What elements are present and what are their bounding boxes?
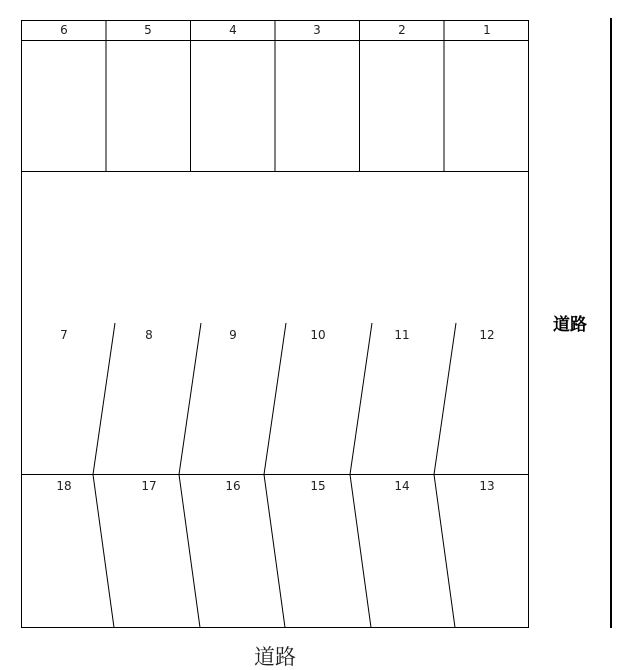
space-label-2: 2	[398, 23, 406, 37]
space-label-5: 5	[144, 23, 152, 37]
middle-divider-2	[179, 323, 201, 475]
space-label-18: 18	[56, 479, 72, 493]
space-label-6: 6	[60, 23, 68, 37]
space-label-16: 16	[225, 479, 241, 493]
space-label-3: 3	[313, 23, 321, 37]
space-label-4: 4	[229, 23, 237, 37]
bottom-divider-3	[264, 475, 285, 628]
space-label-10: 10	[310, 328, 326, 342]
middle-divider-5	[434, 323, 456, 475]
middle-divider-1	[93, 323, 115, 475]
road-bottom-label: 道路	[254, 645, 296, 669]
space-label-8: 8	[145, 328, 153, 342]
space-label-12: 12	[479, 328, 495, 342]
space-label-9: 9	[229, 328, 237, 342]
middle-divider-3	[264, 323, 286, 475]
space-label-11: 11	[394, 328, 410, 342]
bottom-divider-2	[179, 475, 200, 628]
middle-divider-4	[350, 323, 372, 475]
space-label-1: 1	[483, 23, 491, 37]
space-label-14: 14	[394, 479, 410, 493]
bottom-divider-1	[93, 475, 114, 628]
road-right-label: 道路	[553, 315, 587, 335]
space-label-15: 15	[310, 479, 326, 493]
space-label-7: 7	[60, 328, 68, 342]
bottom-divider-5	[434, 475, 455, 628]
space-label-13: 13	[479, 479, 495, 493]
bottom-divider-4	[350, 475, 371, 628]
space-label-17: 17	[141, 479, 157, 493]
